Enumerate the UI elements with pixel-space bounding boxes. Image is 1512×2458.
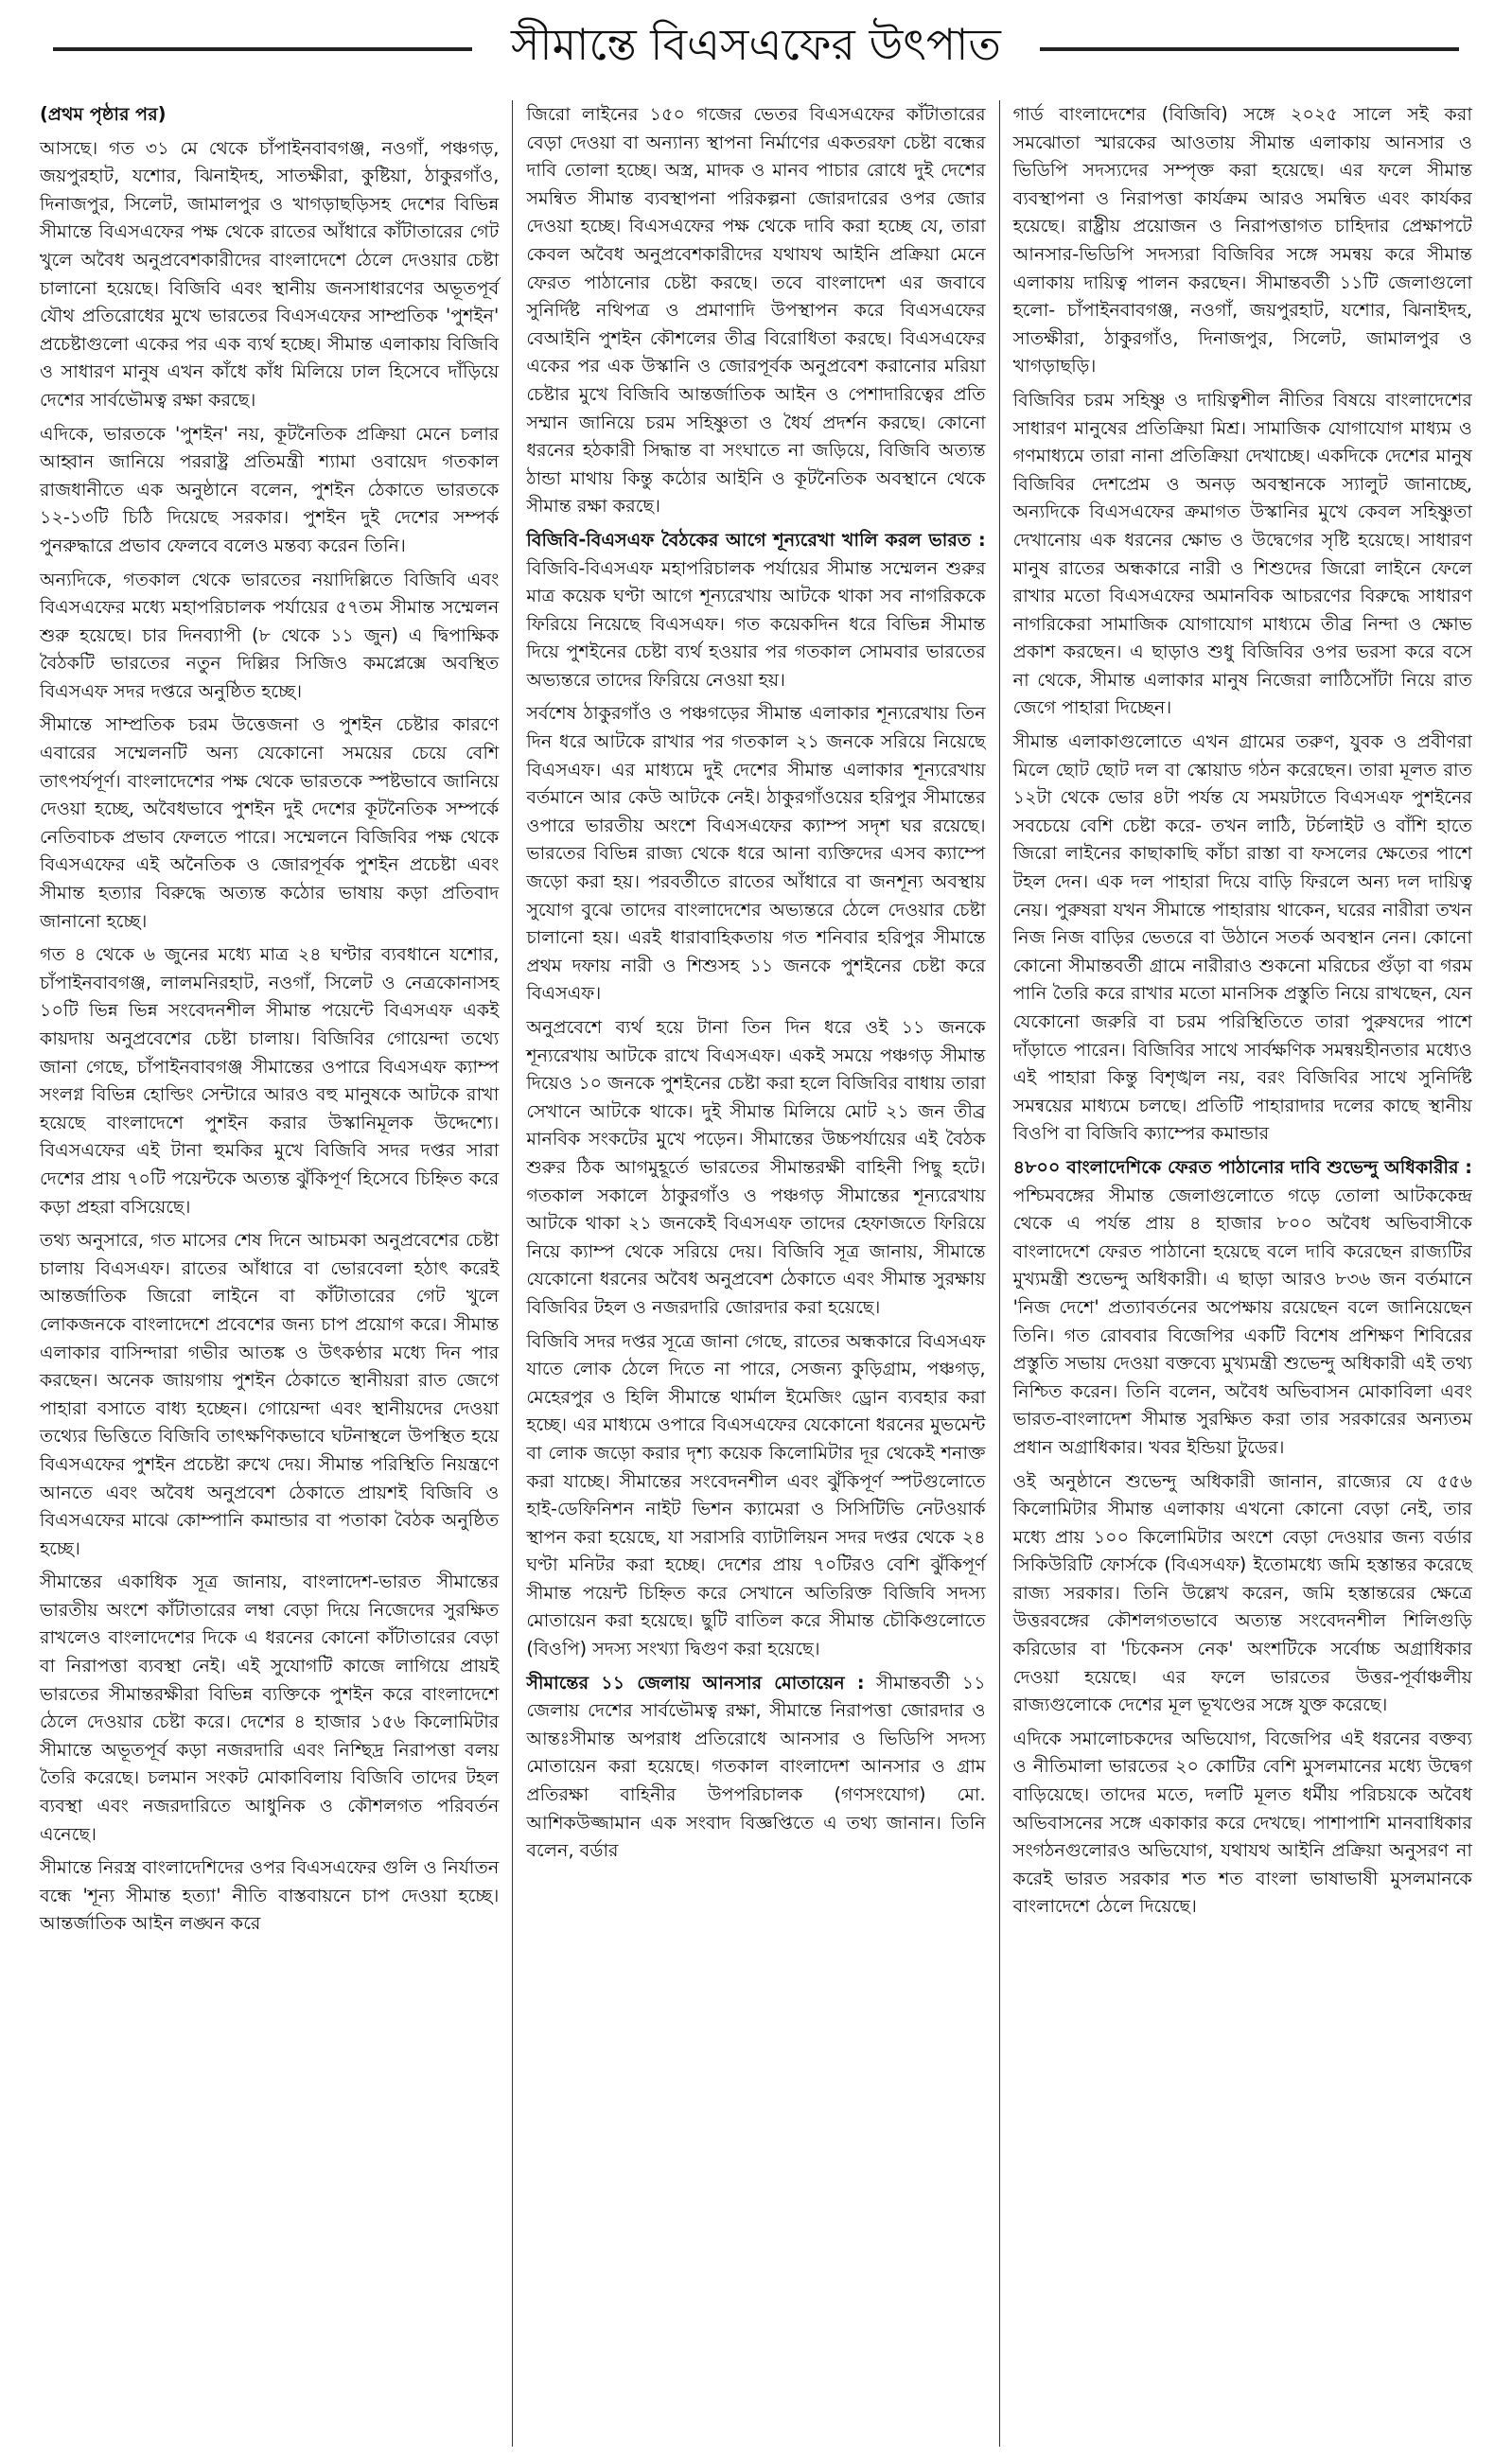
paragraph-text: সীমান্তবর্তী ১১ জেলায় দেশের সার্বভৌমত্ব রক্ষা, সীমান্তে নিরাপত্তা জোরদার ও আন্তঃসীমান্ত অপরাধ প্রতিরোধে আনসার ও ভিডিপি সদস্য মোতায়েন করা হয়েছে। গতকাল বাংলাদেশ আনসার ও গ্রাম প্রতিরক্ষা বাহিনীর উপপরিচালক (গণসংযোগ) মো. আশিকউজ্জামান এক সংবাদ বিজ্ঞপ্তিতে এ তথ্য জানান। তিনি বলেন, বর্ডার bbox=[526, 1671, 986, 1862]
section-header bbox=[26, 13, 1486, 83]
paragraph: গত ৪ থেকে ৬ জুনের মধ্যে মাত্র ২৪ ঘণ্টার ব্যবধানে যশোর, চাঁপাইনবাবগঞ্জ, লালমনিরহাট, নওগাঁ, সিলেট ও নেত্রকোনাসহ ১০টি ভিন্ন ভিন্ন সংবেদনশীল সীমান্ত পয়েন্টে বিএসএফ একই কায়দায় অনুপ্রবেশের চেষ্টা চালায়। বিজিবির গোয়েন্দা তথ্যে জানা গেছে, চাঁপাইনবাবগঞ্জ সীমান্তের ওপারে বিএসএফ ক্যাম্প সংলগ্ন বিভিন্ন হোল্ডিং সেন্টারে আরও বহু মানুষকে আটকে রাখা হয়েছে বাংলাদেশে পুশইন করার উস্কানিমূলক উদ্দেশ্যে। বিএসএফের এই টানা হুমকির মুখে বিজিবি সদর দপ্তর সারা দেশের প্রায় ৭০টি পয়েন্টকে অত্যন্ত ঝুঁকিপূর্ণ হিসেবে চিহ্নিত করে কড়া প্রহরা বসিয়েছে। bbox=[40, 943, 500, 1218]
paragraph-text: ওই অনুষ্ঠানে শুভেন্দু অধিকারী জানান, রাজ্যের যে ৫৫৬ কিলোমিটার সীমান্ত এলাকায় এখনো কোনো বেড়া নেই, তার মধ্যে প্রায় ১০০ কিলোমিটার অংশে বেড়া দেওয়ার জন্য বর্ডার সিকিউরিটি ফোর্সকে (বিএসএফ) ইতোমধ্যে জমি হস্তান্তর করেছে রাজ্য সরকার। তিনি উল্লেখ করেন, জমি হস্তান্তরের ক্ষেত্রে উত্তরবঙ্গের কৌশলগতভাবে অত্যন্ত সংবেদনশীল শিলিগুড়ি করিডোর বা 'চিকেনস নেক' অংশটিকে সর্বোচ্চ অগ্রাধিকার দেওয়া হয়েছে। এর ফলে ভারতের উত্তর-পূর্বাঞ্চলীয় রাজ্যগুলোকে দেশের মূল ভূখণ্ডের সঙ্গে যুক্ত করেছে। bbox=[1012, 1469, 1472, 1716]
paragraph-text: এদিকে সমালোচকদের অভিযোগ, বিজেপির এই ধরনের বক্তব্য ও নীতিমালা ভারতের ২০ কোটির বেশি মুসলমানের মধ্যে উদ্বেগ বাড়িয়েছে। তাদের মতে, দলটি মূলত ধর্মীয় পরিচয়কে অবৈধ অভিবাসনের সঙ্গে একাকার করে দেখছে। পাশাপাশি মানবাধিকার সংগঠনগুলোরও অভিযোগ, যথাযথ আইনি প্রক্রিয়া অনুসরণ না করেই ভারত সরকার শত শত বাংলা ভাষাভাষী মুসলমানকে বাংলাদেশে ঠেলে দিয়েছে। bbox=[1012, 1727, 1472, 1918]
column-2 bbox=[513, 100, 999, 2447]
subheading: বিজিবি-বিএসএফ বৈঠকের আগে শূন্যরেখা খালি করল ভারত : bbox=[526, 528, 986, 551]
paragraph: তথ্য অনুসারে, গত মাসের শেষ দিনে আচমকা অনুপ্রবেশের চেষ্টা চালায় বিএসএফ। রাতের আঁধারে বা ভোরবেলা হঠাৎ করেই আন্তর্জাতিক জিরো লাইনে বা কাঁটাতারের গেট খুলে লোকজনকে বাংলাদেশে প্রবেশের জন্য চাপ প্রয়োগ করে। সীমান্ত এলাকার বাসিন্দারা গভীর আতঙ্ক ও উৎকণ্ঠার মধ্যে দিন পার করছেন। অনেক জায়গায় পুশইন ঠেকাতে স্থানীয়রা রাত জেগে পাহারা বসাতে বাধ্য হচ্ছেন। গোয়েন্দা এবং স্থানীয়দের দেওয়া তথ্যের ভিত্তিতে বিজিবি তাৎক্ষণিকভাবে ঘটনাস্থলে উপস্থিত হয়ে বিএসএফের পুশইন প্রচেষ্টা রুখে দেয়। সীমান্ত পরিস্থিতি নিয়ন্ত্রণে আনতে এবং অবৈধ অনুপ্রবেশ ঠেকাতে প্রায়শই বিজিবি ও বিএসএফের মাঝে কোম্পানি কমান্ডার বা পতাকা বৈঠক অনুষ্ঠিত হচ্ছে। bbox=[40, 1229, 500, 1559]
paragraph-text: বিজিবি-বিএসএফ মহাপরিচালক পর্যায়ের সীমান্ত সম্মেলন শুরুর মাত্র কয়েক ঘণ্টা আগে শূন্যরেখায় আটকে থাকা সব নাগরিককে ফিরিয়ে নিয়েছে বিএসএফ। গত কয়েকদিন ধরে বিভিন্ন সীমান্ত দিয়ে পুশইনের চেষ্টা ব্যর্থ হওয়ার পর গতকাল সোমবার ভারতের অভ্যন্তরে তাদের ফিরিয়ে নেওয়া হয়। bbox=[526, 556, 986, 691]
paragraph bbox=[526, 699, 985, 1008]
article-columns bbox=[26, 100, 1486, 2447]
paragraph: সীমান্তে সাম্প্রতিক চরম উত্তেজনা ও পুশইন চেষ্টার কারণে এবারের সম্মেলনটি অন্য যেকোনো সময়ের চেয়ে বেশি তাৎপর্যপূর্ণ। বাংলাদেশের পক্ষ থেকে ভারতকে স্পষ্টভাবে জানিয়ে দেওয়া হচ্ছে, অবৈধভাবে পুশইন দুই দেশের কূটনৈতিক সম্পর্কে নেতিবাচক প্রভাব ফেলতে পারে। সম্মেলনে বিজিবির পক্ষ থেকে বিএসএফের এই অনৈতিক ও জোরপূর্বক পুশইন প্রচেষ্টা এবং সীমান্ত হত্যার বিরুদ্ধে অত্যন্ত কঠোর ভাষায় কড়া প্রতিবাদ জানানো হচ্ছে। bbox=[40, 713, 500, 932]
paragraph bbox=[526, 1013, 985, 1322]
continuation-note: (প্রথম পৃষ্ঠার পর) bbox=[40, 103, 167, 125]
paragraph-text: সীমান্ত এলাকাগুলোতে এখন গ্রামের তরুণ, যুবক ও প্রবীণরা মিলে ছোট ছোট দল বা স্কোয়াড গঠন করেছেন। তারা মূলত রাত ১২টা থেকে ভোর ৪টা পর্যন্ত যে সময়টাতে বিএসএফ পুশইনের সবচেয়ে বেশি চেষ্টা করে- তখন লাঠি, টর্চলাইট ও বাঁশি হাতে জিরো লাইনের কাছাকাছি কাঁচা রাস্তা বা ফসলের ক্ষেতের পাশে টহল দেন। এক দল পাহারা দিয়ে বাড়ি ফিরলে অন্য দল দায়িত্ব নেয়। পুরুষরা যখন সীমান্তে পাহারায় থাকেন, ঘরের নারীরা তখন নিজ নিজ বাড়ির ভেতরে বা উঠানে সতর্ক অবস্থান নেন। কোনো কোনো সীমান্তবর্তী গ্রামে নারীরাও শুকনো মরিচের গুঁড়া বা গরম পানি তৈরি করে রাখার মতো মানসিক প্রস্তুতি নিয়ে রাখছেন, যেন যেকোনো জরুরি বা চরম পরিস্থিতিতে তারা পুরুষদের পাশে দাঁড়াতে পারেন। বিজিবির সাথে সার্বক্ষণিক সমন্বয়হীনতার মধ্যেও এই পাহারা কিন্তু বিশৃঙ্খল নয়, বরং বিজিবির সাথে সুনির্দিষ্ট সমন্বয়ের মাধ্যমে চলছে। প্রতিটি পাহারাদার দলের কাছে স্থানীয় বিওপি বা বিজিবি ক্যাম্পের কমান্ডার bbox=[1012, 730, 1472, 1145]
paragraph bbox=[1013, 386, 1472, 722]
paragraph bbox=[1013, 1467, 1472, 1719]
paragraph bbox=[1013, 1725, 1472, 1921]
paragraph-text: বিজিবি সদর দপ্তর সূত্রে জানা গেছে, রাতের অন্ধকারে বিএসএফ যাতে লোক ঠেলে দিতে না পারে, সেজন্য কুড়িগ্রাম, পঞ্চগড়, মেহেরপুর ও হিলি সীমান্তে থার্মাল ইমেজিং ড্রোন ব্যবহার করা হচ্ছে। এর মাধ্যমে ওপারে বিএসএফের যেকোনো ধরনের মুভমেন্ট বা লোক জড়ো করার দৃশ্য কয়েক কিলোমিটার দূর থেকেই শনাক্ত করা যাচ্ছে। সীমান্তের সংবেদনশীল এবং ঝুঁকিপূর্ণ স্পটগুলোতে হাই-ডেফিনিশন নাইট ভিশন ক্যামেরা ও সিসিটিভি নেটওয়ার্ক স্থাপন করা হয়েছে, যা সরাসরি ব্যাটালিয়ন সদর দপ্তর থেকে ২৪ ঘণ্টা মনিটর করা হচ্ছে। দেশের প্রায় ৭০টিরও বেশি ঝুঁকিপূর্ণ সীমান্ত পয়েন্ট চিহ্নিত করে সেখানে অতিরিক্ত বিজিবি সদস্য মোতায়েন করা হয়েছে। ছুটি বাতিল করে সীমান্ত চৌকিগুলোতে (বিওপি) সদস্য সংখ্যা দ্বিগুণ করা হয়েছে। bbox=[526, 1329, 986, 1660]
subheading: সীমান্তের ১১ জেলায় আনসার মোতায়েন : bbox=[526, 1671, 865, 1694]
header-rule-right bbox=[1040, 47, 1459, 51]
paragraph-text: সর্বশেষ ঠাকুরগাঁও ও পঞ্চগড়ের সীমান্ত এলাকার শূন্যরেখায় তিন দিন ধরে আটকে রাখার পর গতকাল ২১ জনকে সরিয়ে নিয়েছে বিএসএফ। এর মাধ্যমে দুই দেশের সীমান্ত এলাকার শূন্যরেখায় বর্তমানে আর কেউ আটকে নেই। ঠাকুরগাঁওয়ের হরিপুর সীমান্তের ওপারে ভারতীয় অংশে বিএসএফের ক্যাম্প সদৃশ ঘর রয়েছে। ভারতের বিভিন্ন রাজ্য থেকে ধরে আনা ব্যক্তিদের এসব ক্যাম্পে জড়ো করা হয়। পরবর্তীতে রাতের আঁধারে বা জনশূন্য অবস্থায় সুযোগ বুঝে তাদের বাংলাদেশের অভ্যন্তরে ঠেলে দেওয়ার চেষ্টা চালানো হয়। এরই ধারাবাহিকতায় গত শনিবার হরিপুর সীমান্তে প্রথম দফায় নারী ও শিশুসহ ১১ জনকে পুশইনের চেষ্টা করে বিএসএফ। bbox=[526, 702, 986, 1005]
column-3 bbox=[1000, 100, 1486, 2447]
paragraph: অন্যদিকে, গতকাল থেকে ভারতের নয়াদিল্লিতে বিজিবি এবং বিএসএফের মধ্যে মহাপরিচালক পর্যায়ের ৫৭তম সীমান্ত সম্মেলন শুরু হয়েছে। চার দিনব্যাপী (৮ থেকে ১১ জুন) এ দ্বিপাক্ষিক বৈঠকটি ভারতের নতুন দিল্লির সিজিও কমপ্লেক্সে অবস্থিত বিএসএফ সদর দপ্তরে অনুষ্ঠিত হচ্ছে। bbox=[40, 568, 500, 702]
paragraph bbox=[526, 526, 985, 694]
paragraph: এদিকে, ভারতকে 'পুশইন' নয়, কূটনৈতিক প্রক্রিয়া মেনে চলার আহ্বান জানিয়ে পররাষ্ট্র প্রতিমন্ত্রী শ্যামা ওবায়েদ গতকাল রাজধানীতে এক অনুষ্ঠানে বলেন, পুশইন ঠেকাতে ভারতকে ১২-১৩টি চিঠি দিয়েছে সরকার। পুশইন দুই দেশের সম্পর্ক পুনরুদ্ধারে প্রভাব ফেলবে বলেও মন্তব্য করেন তিনি। bbox=[40, 422, 500, 556]
column-1 bbox=[26, 100, 513, 2447]
paragraph: সীমান্তের একাধিক সূত্র জানায়, বাংলাদেশ-ভারত সীমান্তের ভারতীয় অংশে কাঁটাতারের লম্বা বেড়া দিয়ে নিজেদের সুরক্ষিত রাখলেও বাংলাদেশের দিকে এ ধরনের কোনো কাঁটাতারের বেড়া বা নিরাপত্তা ব্যবস্থা নেই। এই সুযোগটি কাজে লাগিয়ে প্রায়ই ভারতের সীমান্তরক্ষীরা বিভিন্ন ব্যক্তিকে পুশইন করে বাংলাদেশে ঠেলে দেওয়ার চেষ্টা করে। দেশের ৪ হাজার ১৫৬ কিলোমিটার সীমান্তে অভূতপূর্ব কড়া নজরদারি এবং নিশ্ছিদ্র নিরাপত্তা বলয় তৈরি করেছে। চলমান সংকট মোকাবিলায় বিজিবি তাদের টহল ব্যবস্থা এবং নজরদারিতে আধুনিক ও কৌশলগত পরিবর্তন এনেছে। bbox=[40, 1571, 500, 1845]
paragraph bbox=[1013, 100, 1472, 380]
paragraph: আসছে। গত ৩১ মে থেকে চাঁপাইনবাবগঞ্জ, নওগাঁ, পঞ্চগড়, জয়পুরহাট, যশোর, ঝিনাইদহ, সাতক্ষীরা, কুষ্টিয়া, ঠাকুরগাঁও, দিনাজপুর, সিলেট, জামালপুর ও খাগড়াছড়িসহ দেশের বিভিন্ন সীমান্তে বিএসএফের পক্ষ থেকে রাতের আঁধারে কাঁটাতারের গেট খুলে অবৈধ অনুপ্রবেশকারীদের বাংলাদেশে ঠেলে দেওয়ার চেষ্টা চালানো হয়েছে। বিজিবি এবং স্থানীয় জনসাধারণের অভূতপূর্ব যৌথ প্রতিরোধের মুখে ভারতের বিএসএফের সাম্প্রতিক 'পুশইন' প্রচেষ্টাগুলো একের পর এক ব্যর্থ হচ্ছে। সীমান্ত এলাকায় বিজিবি ও সাধারণ মানুষ এখন কাঁধে কাঁধ মিলিয়ে ঢাল হিসেবে দাঁড়িয়ে দেশের সার্বভৌমত্ব রক্ষা করছে। bbox=[40, 136, 500, 411]
paragraph: সীমান্তে নিরস্ত্র বাংলাদেশিদের ওপর বিএসএফের গুলি ও নির্যাতন বন্ধে 'শূন্য সীমান্ত হত্যা' নীতি বাস্তবায়নে চাপ দেওয়া হচ্ছে। আন্তর্জাতিক আইন লঙ্ঘন করে bbox=[40, 1856, 500, 1935]
paragraph bbox=[1013, 1153, 1472, 1462]
subheading: ৪৮০০ বাংলাদেশিকে ফেরত পাঠানোর দাবি শুভেন্দু অধিকারীর : bbox=[1012, 1155, 1472, 1178]
paragraph-text: জিরো লাইনের ১৫০ গজের ভেতর বিএসএফের কাঁটাতারের বেড়া দেওয়া বা অন্যান্য স্থাপনা নির্মাণের একতরফা চেষ্টা বন্ধের দাবি তোলা হচ্ছে। অস্ত্র, মাদক ও মানব পাচার রোধে দুই দেশের সমন্বিত সীমান্ত ব্যবস্থাপনা পরিকল্পনা জোরদারের ওপর জোর দেওয়া হচ্ছে। বিএসএফের পক্ষ থেকে দাবি করা হচ্ছে যে, তারা কেবল অবৈধ অনুপ্রবেশকারীদের যথাযথ আইনি প্রক্রিয়া মেনে ফেরত পাঠানোর চেষ্টা করছে। তবে বাংলাদেশ এর জবাবে সুনির্দিষ্ট নথিপত্র ও প্রমাণাদি উপস্থাপন করে বিএসএফের বেআইনি পুশইন কৌশলের তীব্র বিরোধিতা করছে। বিএসএফের একের পর এক উস্কানি ও জোরপূর্বক অনুপ্রবেশ করানোর মরিয়া চেষ্টার মুখে বিজিবি আন্তর্জাতিক আইন ও পেশাদারিত্বের প্রতি সম্মান জানিয়ে চরম সহিষ্ণুতা ও ধৈর্য প্রদর্শন করছে। কোনো ধরনের হঠকারী সিদ্ধান্ত বা সংঘাতে না জড়িয়ে, বিজিবি অত্যন্ত ঠান্ডা মাথায় কিন্তু কঠোর আইনি ও কূটনৈতিক অবস্থানে থেকে সীমান্ত রক্ষা করছে। bbox=[526, 103, 986, 518]
paragraph-text: পশ্চিমবঙ্গের সীমান্ত জেলাগুলোতে গড়ে তোলা আটককেন্দ্র থেকে এ পর্যন্ত প্রায় ৪ হাজার ৮০০ অবৈধ অভিবাসীকে বাংলাদেশে ফেরত পাঠানো হয়েছে বলে দাবি করেছেন রাজ্যটির মুখ্যমন্ত্রী শুভেন্দু অধিকারী। এ ছাড়া আরও ৮৩৬ জন বর্তমানে 'নিজ দেশে' প্রত্যাবর্তনের অপেক্ষায় রয়েছেন বলে জানিয়েছেন তিনি। গত রোববার বিজেপির একটি বিশেষ প্রশিক্ষণ শিবিরের প্রস্তুতি সভায় দেওয়া বক্তব্যে মুখ্যমন্ত্রী শুভেন্দু অধিকারী এই তথ্য নিশ্চিত করেন। তিনি বলেন, অবৈধ অভিবাসন মোকাবিলা এবং ভারত-বাংলাদেশ সীমান্ত সুরক্ষিত করা তার সরকারের অন্যতম প্রধান অগ্রাধিকার। খবর ইন্ডিয়া টুডের। bbox=[1012, 1184, 1472, 1458]
header-rule-left bbox=[53, 47, 472, 51]
paragraph bbox=[526, 1669, 985, 1865]
paragraph bbox=[526, 100, 985, 520]
paragraph-text: গার্ড বাংলাদেশের (বিজিবি) সঙ্গে ২০২৫ সালে সই করা সমঝোতা স্মারকের আওতায় সীমান্ত এলাকায় আনসার ও ভিডিপি সদস্যদের সম্পৃক্ত করা হয়েছে। এর ফলে সীমান্ত ব্যবস্থাপনা ও নিরাপত্তা কার্যক্রম আরও সমন্বিত এবং কার্যকর হয়েছে। রাষ্ট্রীয় প্রয়োজন ও নিরাপত্তাগত চাহিদার প্রেক্ষাপটে আনসার-ভিডিপি সদস্যরা বিজিবির সঙ্গে সমন্বয় করে সীমান্ত এলাকায় দায়িত্ব পালন করছেন। সীমান্তবর্তী ১১টি জেলাগুলো হলো- চাঁপাইনবাবগঞ্জ, নওগাঁ, জয়পুরহাট, যশোর, ঝিনাইদহ, সাতক্ষীরা, ঠাকুরগাঁও, দিনাজপুর, সিলেট, জামালপুর ও খাগড়াছড়ি। bbox=[1012, 103, 1472, 377]
paragraph-text: বিজিবির চরম সহিষ্ণু ও দায়িত্বশীল নীতির বিষয়ে বাংলাদেশের সাধারণ মানুষের প্রতিক্রিয়া মিশ্র। সামাজিক যোগাযোগ মাধ্যম ও গণমাধ্যমে তারা নানা প্রতিক্রিয়া দেখাচ্ছে। একদিকে দেশের মানুষ বিজিবির দেশপ্রেম ও অনড় অবস্থানকে স্যালুট জানাচ্ছে, অন্যদিকে বিএসএফের ক্রমাগত উস্কানির মুখে কেবল সহিষ্ণুতা দেখানোয় এক ধরনের ক্ষোভ ও উদ্বেগের সৃষ্টি হয়েছে। সাধারণ মানুষ রাতের অন্ধকারে নারী ও শিশুদের জিরো লাইনে ফেলে রাখার মতো বিএসএফের অমানবিক আচরণের বিরুদ্ধে সাধারণ নাগরিকেরা সামাজিক যোগাযোগ মাধ্যমে তীব্র নিন্দা ও ক্ষোভ প্রকাশ করছেন। এ ছাড়াও শুধু বিজিবির ওপর ভরসা করে বসে না থেকে, সীমান্ত এলাকার মানুষ নিজেরা লাঠিসোঁটা নিয়ে রাত জেগে পাহারা দিচ্ছেন। bbox=[1012, 388, 1472, 719]
paragraph-text: অনুপ্রবেশে ব্যর্থ হয়ে টানা তিন দিন ধরে ওই ১১ জনকে শূন্যরেখায় আটকে রাখে বিএসএফ। একই সময়ে পঞ্চগড় সীমান্ত দিয়েও ১০ জনকে পুশইনের চেষ্টা করা হলে বিজিবির বাধায় তারা সেখানে আটকে থাকে। দুই সীমান্ত মিলিয়ে মোট ২১ জন তীব্র মানবিক সংকটের মুখে পড়েন। সীমান্তের উচ্চপর্যায়ের এই বৈঠক শুরুর ঠিক আগমুহূর্তে ভারতের সীমান্তরক্ষী বাহিনী পিছু হটে। গতকাল সকালে ঠাকুরগাঁও ও পঞ্চগড় সীমান্তের শূন্যরেখায় আটকে থাকা ২১ জনকেই বিএসএফ তাদের হেফাজতে ফিরিয়ে নিয়ে ক্যাম্প থেকে সরিয়ে দেয়। বিজিবি সূত্র জানায়, সীমান্তে যেকোনো ধরনের অবৈধ অনুপ্রবেশ ঠেকাতে এবং সীমান্ত সুরক্ষায় বিজিবির টহল ও নজরদারি জোরদার করা হয়েছে। bbox=[526, 1016, 986, 1318]
paragraph bbox=[526, 1327, 985, 1663]
paragraph bbox=[1013, 728, 1472, 1148]
page-headline: সীমান্তে বিএসএফের উৎপাত bbox=[490, 12, 1022, 84]
